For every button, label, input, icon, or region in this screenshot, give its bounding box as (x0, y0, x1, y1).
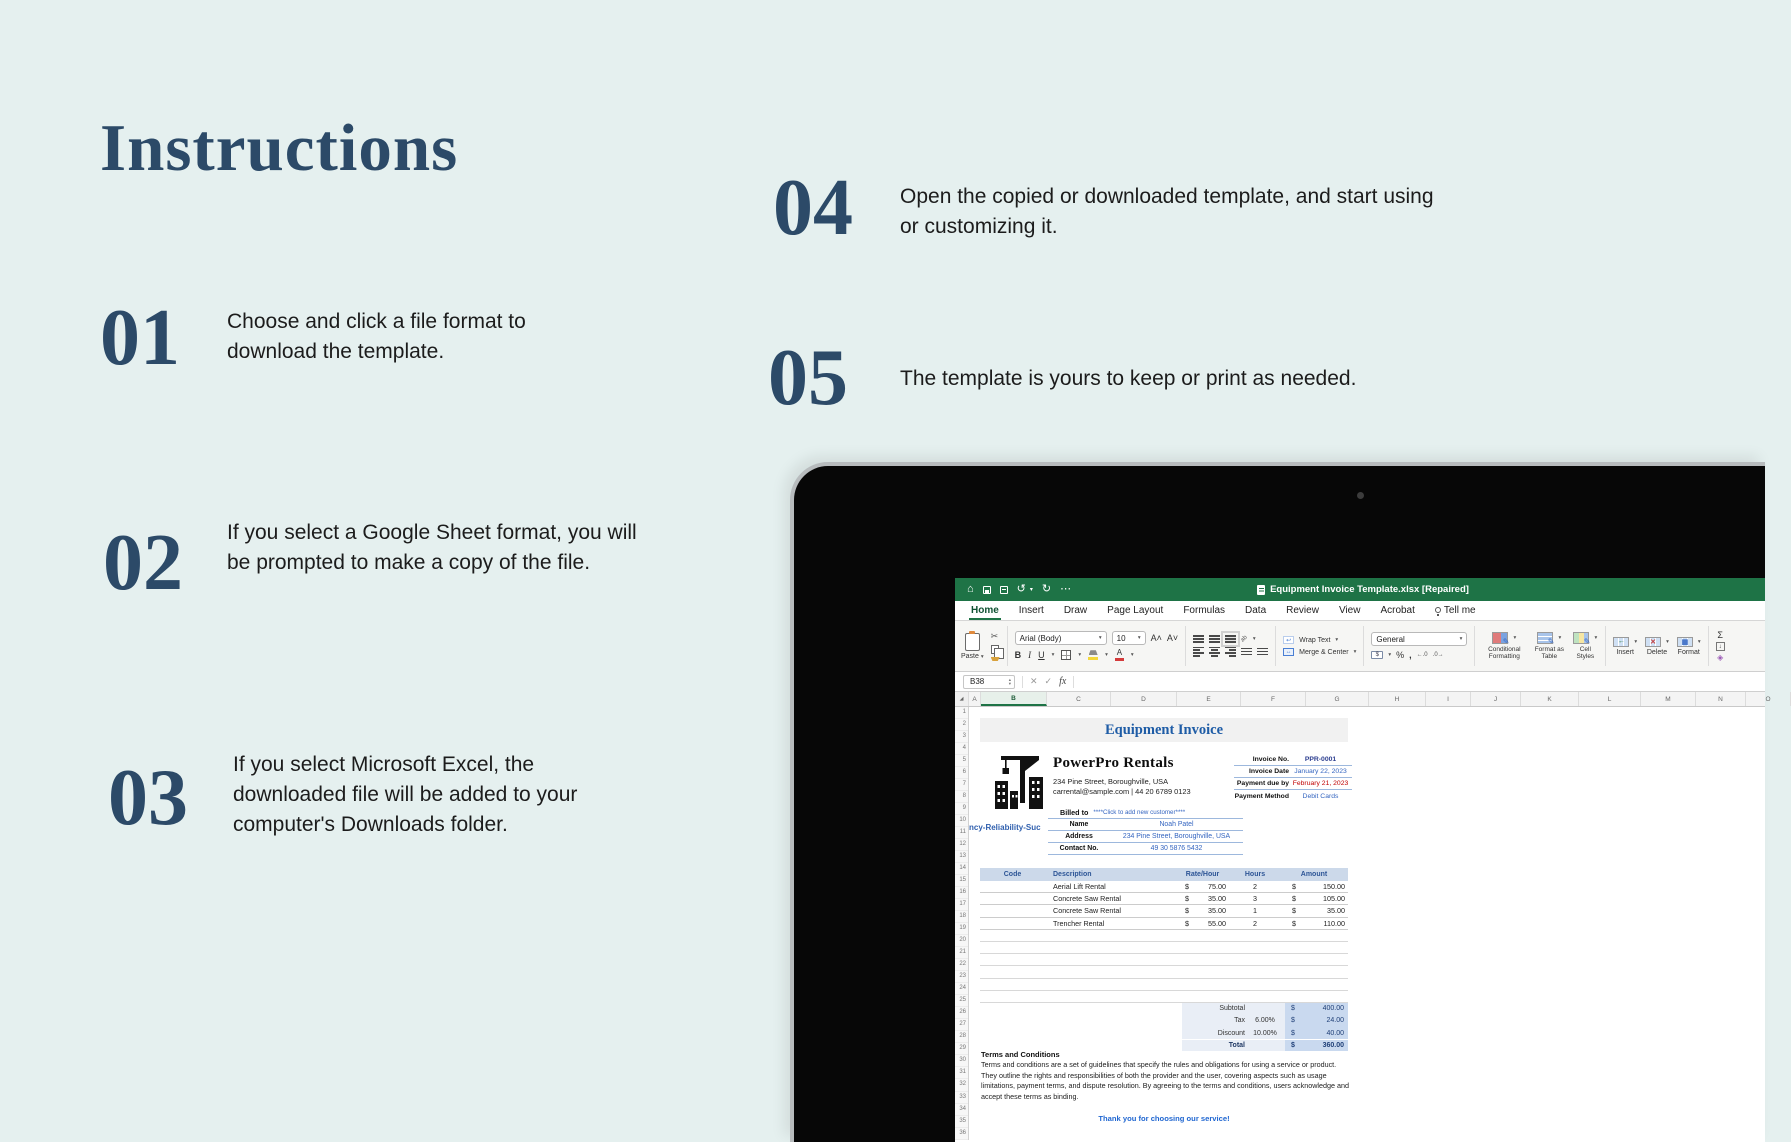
row-number-20[interactable]: 20 (955, 935, 968, 947)
item-description: Trencher Rental (1053, 918, 1105, 928)
total-row-tax (1182, 1015, 1348, 1027)
row-number-29[interactable]: 29 (955, 1043, 968, 1055)
step-01-number: 01 (100, 294, 180, 382)
item-row-empty[interactable] (980, 954, 1348, 966)
ribbon: Paste ▾ ✂ Arial (Body) ▾ 10 ▾ A˄ A˅ B I U ▾ ▾ ▾ A ▾ ab ▾ ↩ Wrap Text ▾ ↔ Merge & Center ▾ General ▾ $ ▾ % , ←.0 .0→ ✎ ▾ Conditional Formatting ✎ ▾ Format as Table ✎ ▾ Cell Styles ← ▾ Insert ✕ ▾ Delete ▦ ▾ Format Σ ↓ ◈ (955, 621, 1765, 672)
row-number-2[interactable]: 2 (955, 719, 968, 731)
step-05-text: The template is yours to keep or print as needed. (900, 367, 1357, 390)
save-icon[interactable] (983, 586, 991, 594)
menu-data[interactable]: Data (1245, 605, 1267, 616)
step-03 (108, 754, 188, 842)
increase-decimal-icon[interactable]: ←.0 (1416, 652, 1428, 658)
menu-insert[interactable]: Insert (1018, 605, 1044, 616)
row-number-21[interactable]: 21 (955, 947, 968, 959)
paste-button[interactable]: Paste ▾ (961, 633, 984, 660)
item-row-empty[interactable] (980, 979, 1348, 991)
column-header-B[interactable]: B (981, 692, 1047, 706)
watermark-text: ncy-Reliability-Suc (969, 823, 1041, 832)
step-02 (103, 519, 183, 607)
customer-row (1048, 843, 1243, 855)
billed-to-row[interactable] (1048, 806, 1243, 819)
row-number-25[interactable]: 25 (955, 995, 968, 1007)
menu-draw[interactable]: Draw (1063, 605, 1088, 616)
sheet-area[interactable] (955, 707, 1765, 1140)
company-address: 234 Pine Street, Boroughville, USA (1053, 777, 1169, 786)
row-number-14[interactable]: 14 (955, 863, 968, 875)
row-number-5[interactable]: 5 (955, 755, 968, 767)
customer-value[interactable]: 234 Pine Street, Boroughville, USA (1122, 833, 1231, 840)
clear-icon[interactable]: ◈ (1717, 653, 1724, 662)
font-color-icon[interactable]: A (1115, 649, 1124, 661)
number-format-select[interactable]: General ▾ (1371, 632, 1467, 646)
step-03-text: If you select Microsoft Excel, the downloaded file will be added to your computer's Downloads folder. (233, 753, 578, 836)
wrap-text-icon: ↩ (1283, 636, 1294, 644)
row-number-6[interactable]: 6 (955, 767, 968, 779)
decrease-font-icon[interactable]: A˅ (1166, 633, 1179, 644)
item-hours: 2 (1253, 918, 1257, 928)
row-number-33[interactable]: 33 (955, 1092, 968, 1104)
invoice-meta-row (1234, 754, 1352, 766)
invoice-title-band (980, 718, 1348, 742)
item-row-empty[interactable] (980, 942, 1348, 954)
item-amount: $ 150.00 (1292, 882, 1345, 892)
total-row-subtotal (1182, 1003, 1348, 1015)
menu-page-layout[interactable]: Page Layout (1107, 605, 1164, 616)
font-size-select[interactable]: 10 ▾ (1112, 631, 1146, 645)
row-number-12[interactable]: 12 (955, 839, 968, 851)
item-description: Concrete Saw Rental (1053, 894, 1121, 904)
menu-review[interactable]: Review (1286, 605, 1319, 616)
company-contact: carrental@sample.com | 44 20 6789 0123 (1053, 787, 1191, 796)
invoice-meta-label: Payment Method (1234, 792, 1289, 800)
decrease-indent-icon[interactable] (1241, 648, 1252, 655)
item-rate: $ 35.00 (1185, 906, 1226, 916)
column-header-C[interactable]: C (1047, 692, 1111, 706)
fx-icon[interactable]: fx (1059, 676, 1067, 687)
step-01-text: Choose and click a file format to download the template. (227, 310, 526, 363)
row-number-4[interactable]: 4 (955, 743, 968, 755)
align-left-icon[interactable] (1193, 647, 1204, 657)
align-right-icon[interactable] (1225, 647, 1236, 657)
step-04-text: Open the copied or downloaded template, and start using or customizing it. (900, 185, 1434, 238)
format-painter-icon[interactable] (991, 657, 1000, 661)
menu-tell-me[interactable]: Tell me (1425, 601, 1486, 620)
total-value: $ 40.00 (1285, 1027, 1348, 1039)
item-row[interactable] (980, 893, 1348, 905)
customer-label: Name (1069, 821, 1089, 828)
conditional-formatting-button[interactable]: ✎ ▾ Conditional Formatting (1482, 632, 1526, 661)
copy-icon[interactable] (991, 645, 999, 654)
insert-cells-button[interactable]: ← ▾ Insert (1613, 637, 1637, 656)
row-number-19[interactable]: 19 (955, 923, 968, 935)
invoice-meta-label: Invoice No. (1252, 756, 1289, 763)
page-title: Instructions (100, 111, 459, 185)
row-number-7[interactable]: 7 (955, 779, 968, 791)
conditional-formatting-icon (1492, 632, 1508, 644)
customer-value[interactable]: Noah Patel (1159, 821, 1194, 828)
excel-titlebar (955, 578, 1765, 601)
row-number-32[interactable]: 32 (955, 1079, 968, 1091)
item-hours: 2 (1253, 882, 1257, 892)
formula-bar (955, 672, 1765, 692)
row-number-35[interactable]: 35 (955, 1116, 968, 1128)
terms-body: Terms and conditions are a set of guidelines that specify the rules and obligations for using a service or product. They outline the rights and responsibilities of both the provider and the user, covering aspects such as usage limitations, payment terms, and dispute resolution. By agreeing to the terms and conditions, users acknowledge and accept these terms as binding. (981, 1060, 1349, 1101)
row-number-27[interactable]: 27 (955, 1019, 968, 1031)
format-as-table-button[interactable]: ✎ ▾ Format as Table (1532, 632, 1566, 661)
column-header-N[interactable]: N (1696, 692, 1746, 706)
document-icon (1257, 585, 1265, 595)
fill-color-icon[interactable] (1088, 650, 1098, 660)
company-name: PowerPro Rentals (1053, 755, 1174, 771)
row-number-3[interactable]: 3 (955, 731, 968, 743)
share-icon[interactable] (1000, 586, 1008, 594)
italic-button[interactable]: I (1028, 650, 1032, 660)
undo-caret-icon[interactable]: ▾ (1029, 587, 1033, 593)
row-number-22[interactable]: 22 (955, 959, 968, 971)
item-row-empty[interactable] (980, 966, 1348, 978)
column-header-E[interactable]: E (1177, 692, 1241, 706)
item-row-empty[interactable] (980, 930, 1348, 942)
increase-indent-icon[interactable] (1257, 648, 1268, 655)
customer-label: Address (1065, 833, 1093, 840)
name-box-spinner-icon[interactable]: ▴ ▾ (1008, 676, 1011, 686)
column-header-I[interactable]: I (1426, 692, 1471, 706)
orientation-icon[interactable]: ab (1240, 634, 1249, 644)
total-pct: 6.00% (1255, 1017, 1275, 1025)
total-value: $ 400.00 (1285, 1003, 1348, 1015)
insert-cells-icon: ← (1613, 637, 1629, 647)
format-as-table-icon (1537, 632, 1553, 644)
cell-styles-icon (1573, 632, 1589, 644)
fill-down-icon[interactable]: ↓ (1716, 642, 1725, 651)
name-box[interactable]: B38 ▴ ▾ (963, 675, 1015, 689)
column-header-G[interactable]: G (1306, 692, 1369, 706)
wrap-text-button[interactable]: ↩ Wrap Text ▾ (1283, 636, 1356, 644)
column-header-L[interactable]: L (1579, 692, 1641, 706)
item-row[interactable] (980, 918, 1348, 930)
total-value: $ 360.00 (1285, 1040, 1348, 1052)
item-amount: $ 110.00 (1292, 918, 1345, 928)
align-bottom-icon[interactable] (1225, 635, 1236, 642)
menu-view[interactable]: View (1338, 605, 1361, 616)
format-cells-button[interactable]: ▦ ▾ Format (1677, 638, 1701, 656)
cut-icon[interactable]: ✂ (990, 631, 999, 641)
item-hours: 1 (1253, 906, 1257, 916)
align-top-icon[interactable] (1193, 635, 1204, 642)
item-description: Concrete Saw Rental (1053, 906, 1121, 916)
item-rate: $ 35.00 (1185, 894, 1226, 904)
invoice-meta-row (1234, 778, 1352, 790)
invoice-meta-label: Invoice Date (1248, 768, 1289, 775)
column-header-K[interactable]: K (1521, 692, 1579, 706)
row-number-10[interactable]: 10 (955, 815, 968, 827)
step-03-number: 03 (108, 754, 188, 842)
row-number-1[interactable]: 1 (955, 707, 968, 719)
row-number-9[interactable]: 9 (955, 803, 968, 815)
align-center-icon[interactable] (1209, 647, 1220, 657)
undo-icon[interactable]: ↺ (1016, 583, 1026, 595)
item-row[interactable] (980, 905, 1348, 917)
enter-icon[interactable]: ✓ (1044, 676, 1053, 686)
row-number-24[interactable]: 24 (955, 983, 968, 995)
items-body (980, 881, 1348, 1003)
row-number-31[interactable]: 31 (955, 1067, 968, 1079)
cell-styles-button[interactable]: ✎ ▾ Cell Styles (1572, 632, 1598, 661)
delete-cells-icon: ✕ (1645, 637, 1661, 647)
redo-icon[interactable]: ↻ (1041, 583, 1052, 595)
cancel-icon[interactable]: ✕ (1030, 676, 1038, 686)
row-number-15[interactable]: 15 (955, 875, 968, 887)
percent-format-icon[interactable]: % (1396, 650, 1405, 660)
row-numbers (955, 707, 969, 1140)
total-pct: 10.00% (1253, 1029, 1277, 1037)
underline-button[interactable]: U (1038, 650, 1045, 660)
invoice-meta-label: Payment due by (1236, 780, 1289, 787)
column-header-J[interactable]: J (1471, 692, 1521, 706)
row-number-34[interactable]: 34 (955, 1104, 968, 1116)
invoice-meta-value: February 21, 2023 (1292, 780, 1349, 787)
step-05-number: 05 (768, 334, 848, 422)
total-label (1182, 1027, 1285, 1039)
customer-details (1048, 819, 1243, 855)
total-label (1182, 1003, 1285, 1015)
invoice-title: Equipment Invoice (1104, 721, 1224, 738)
clipboard-icon (965, 633, 980, 651)
row-number-16[interactable]: 16 (955, 887, 968, 899)
bold-button[interactable]: B (1014, 650, 1022, 660)
item-row[interactable] (980, 881, 1348, 893)
item-amount: $ 105.00 (1292, 894, 1345, 904)
item-hours: 3 (1253, 894, 1257, 904)
total-name: Discount (1217, 1029, 1245, 1037)
borders-icon[interactable] (1061, 650, 1071, 660)
invoice-meta-value: Debit Cards (1302, 792, 1339, 800)
billed-to-hint[interactable]: ****Click to add new customer**** (1093, 808, 1186, 816)
step-05 (768, 334, 848, 422)
row-number-30[interactable]: 30 (955, 1055, 968, 1067)
select-all-corner[interactable]: ◢ (955, 692, 969, 706)
item-amount: $ 35.00 (1292, 906, 1345, 916)
total-row-discount (1182, 1027, 1348, 1039)
row-number-26[interactable]: 26 (955, 1007, 968, 1019)
merge-center-icon: ↔ (1283, 648, 1294, 656)
webcam-dot (1357, 492, 1364, 499)
comma-format-icon[interactable]: , (1409, 650, 1412, 660)
item-rate: $ 75.00 (1185, 882, 1226, 892)
menu-acrobat[interactable]: Acrobat (1380, 605, 1415, 616)
customer-row (1048, 819, 1243, 831)
step-02-number: 02 (103, 519, 183, 607)
items-header-row: Code Description Rate/Hour Hours Amount (980, 868, 1348, 881)
autosum-icon[interactable]: Σ (1717, 630, 1723, 640)
column-header-F[interactable]: F (1241, 692, 1306, 706)
company-logo (993, 751, 1045, 809)
customer-row (1048, 831, 1243, 843)
row-number-8[interactable]: 8 (955, 791, 968, 803)
align-middle-icon[interactable] (1209, 635, 1220, 642)
decrease-decimal-icon[interactable]: .0→ (1432, 652, 1444, 658)
invoice-meta-value: January 22, 2023 (1294, 768, 1347, 775)
total-row-total (1182, 1040, 1348, 1052)
column-header-M[interactable]: M (1641, 692, 1696, 706)
row-number-28[interactable]: 28 (955, 1031, 968, 1043)
column-headers (955, 692, 1771, 707)
item-row-empty[interactable] (980, 991, 1348, 1003)
column-header-A[interactable]: A (969, 692, 981, 706)
total-name: Tax (1234, 1017, 1245, 1025)
total-name: Subtotal (1219, 1005, 1245, 1013)
step-04 (773, 164, 853, 252)
terms-title: Terms and Conditions (981, 1050, 1060, 1059)
invoice-meta-row (1234, 790, 1352, 802)
font-name-select[interactable]: Arial (Body) ▾ (1015, 631, 1107, 645)
menu-bar (955, 601, 1765, 621)
invoice-meta-row (1234, 766, 1352, 778)
column-header-O[interactable]: O (1746, 692, 1791, 706)
row-number-17[interactable]: 17 (955, 899, 968, 911)
total-name: Total (1228, 1041, 1245, 1049)
excel-window (955, 578, 1771, 1142)
row-number-13[interactable]: 13 (955, 851, 968, 863)
thank-you-note: Thank you for choosing our service! (1098, 1114, 1230, 1123)
menu-home[interactable]: Home (961, 601, 1009, 620)
delete-cells-button[interactable]: ✕ ▾ Delete (1646, 638, 1669, 656)
lightbulb-icon (1435, 607, 1441, 613)
menu-formulas[interactable]: Formulas (1183, 605, 1226, 616)
customer-label: Contact No. (1059, 845, 1099, 852)
format-cells-icon: ▦ (1677, 637, 1693, 647)
item-rate: $ 55.00 (1185, 918, 1226, 928)
billed-to-label: Billed to (1060, 807, 1089, 817)
row-number-36[interactable]: 36 (955, 1128, 968, 1140)
more-commands-icon[interactable]: ⋯ (1060, 583, 1072, 595)
customer-value[interactable]: 49 30 5876 5432 (1150, 845, 1203, 852)
row-number-18[interactable]: 18 (955, 911, 968, 923)
merge-center-button[interactable]: ↔ Merge & Center ▾ (1283, 648, 1356, 656)
item-description: Aerial Lift Rental (1053, 882, 1106, 892)
step-04-number: 04 (773, 164, 853, 252)
row-number-23[interactable]: 23 (955, 971, 968, 983)
invoice-meta-value: PPR-0001 (1304, 756, 1337, 763)
total-label (1182, 1040, 1285, 1052)
step-02-text: If you select a Google Sheet format, you will be prompted to make a copy of the file. (227, 521, 637, 574)
row-number-11[interactable]: 11 (955, 827, 968, 839)
column-header-D[interactable]: D (1111, 692, 1177, 706)
invoice-items-table (980, 868, 1348, 1003)
home-icon[interactable]: ⌂ (967, 583, 974, 595)
column-header-H[interactable]: H (1369, 692, 1426, 706)
laptop-mockup (790, 462, 1771, 1142)
increase-font-icon[interactable]: A˄ (1150, 633, 1162, 644)
total-label (1182, 1015, 1285, 1027)
step-01 (100, 294, 180, 382)
invoice-totals (1182, 1003, 1348, 1052)
accounting-format-icon[interactable]: $ (1371, 651, 1383, 659)
window-title: Equipment Invoice Template.xlsx [Repaired] (1270, 584, 1469, 595)
invoice-meta (1234, 754, 1352, 802)
total-value: $ 24.00 (1285, 1015, 1348, 1027)
